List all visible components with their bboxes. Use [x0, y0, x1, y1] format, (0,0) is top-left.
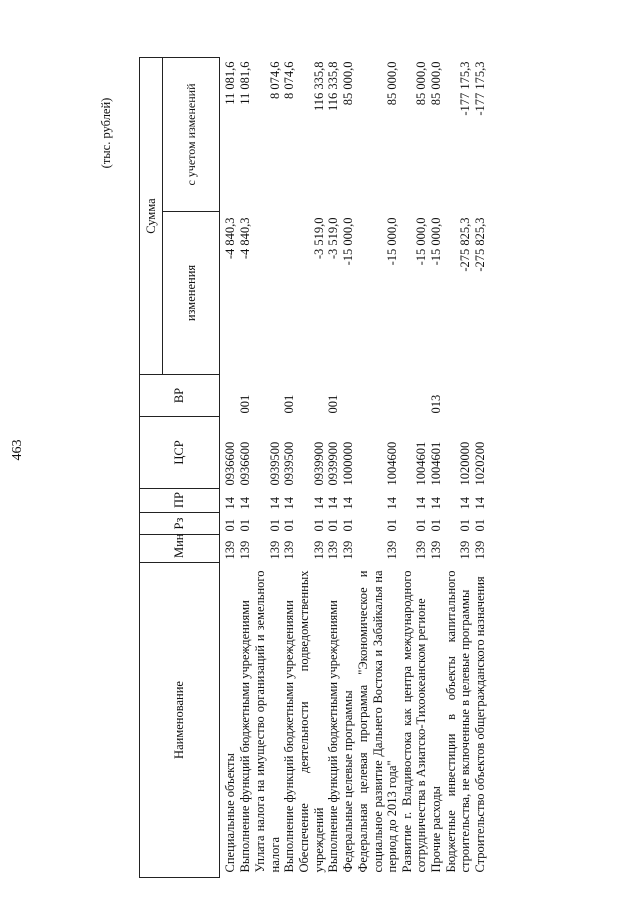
table-row: [326, 58, 341, 878]
row-total: 8 074,6: [267, 61, 282, 99]
header-sum: Сумма: [140, 58, 163, 375]
row-name: Выполнение функций бюджетными учреждениями: [282, 600, 296, 873]
row-pr: 14: [414, 497, 428, 510]
row-pr: 14: [341, 497, 355, 510]
table-row: [282, 58, 297, 878]
header-csr: ЦСР: [140, 417, 220, 489]
row-rz: 01: [428, 519, 443, 532]
row-min: 139: [385, 540, 399, 560]
row-rz: 01: [414, 519, 428, 532]
row-total: 8 074,6: [282, 61, 296, 99]
row-rz: 01: [458, 519, 472, 532]
row-pr: 14: [267, 497, 282, 510]
header-pr: ПР: [140, 489, 220, 513]
row-rz: 01: [311, 519, 326, 532]
row-total: -177 175,3: [458, 61, 472, 116]
row-name: Бюджетные инвестиции в объекты капитального строительства, не включенные в целевые программы: [443, 570, 472, 873]
header-min: Мин: [140, 535, 220, 563]
row-csr: 1004601: [414, 441, 428, 486]
row-min: 139: [311, 540, 326, 560]
row-min: 139: [472, 540, 487, 560]
row-pr: 14: [282, 497, 296, 510]
row-vr: [356, 375, 400, 417]
row-min: 139: [326, 540, 340, 560]
table-row: [473, 58, 488, 878]
row-change: -3 519,0: [326, 217, 340, 260]
row-vr: [400, 375, 429, 417]
budget-table: [139, 57, 488, 878]
row-total: 116 335,8: [326, 61, 340, 112]
row-csr: 0939500: [267, 441, 282, 486]
table-row: [400, 58, 429, 878]
header-vr: ВР: [140, 375, 220, 417]
row-total: 85 000,0: [341, 61, 355, 106]
row-name: Обеспечение деятельности подведомственных учреждений: [297, 570, 326, 873]
row-csr: 0939500: [282, 441, 296, 486]
table-header: [140, 58, 220, 878]
table-row: [297, 58, 326, 878]
row-vr: [341, 375, 356, 417]
row-min: 139: [458, 540, 472, 560]
table-body: [220, 58, 488, 878]
row-min: 139: [282, 540, 296, 560]
row-total: 85 000,0: [414, 61, 428, 106]
row-min: 139: [341, 540, 355, 560]
row-csr: 1004600: [385, 441, 399, 486]
row-csr: 0936600: [238, 441, 252, 486]
row-change: [282, 212, 297, 375]
row-change: -15 000,0: [341, 217, 355, 266]
row-vr: 001: [282, 394, 296, 414]
row-vr: 013: [428, 394, 443, 414]
row-change: -4 840,3: [238, 217, 252, 260]
table-row: [220, 58, 239, 878]
row-rz: 01: [472, 519, 487, 532]
row-vr: 001: [326, 394, 340, 414]
row-vr: [220, 375, 239, 417]
row-min: 139: [223, 540, 237, 560]
row-rz: 01: [238, 519, 252, 532]
row-name: Прочие расходы: [428, 786, 443, 873]
row-name: Федеральная целевая программа "Экономическое и социальное развитие Дальнего Востока и Забайкалья на период до 2013 года": [356, 570, 399, 873]
page-number: 463: [10, 439, 25, 461]
table-row: [356, 58, 400, 878]
table-row: [238, 58, 253, 878]
row-rz: 01: [385, 519, 399, 532]
row-vr: [253, 375, 282, 417]
table-row: [444, 58, 473, 878]
header-name: Наименование: [140, 563, 220, 878]
header-rz: Рз: [140, 513, 220, 535]
row-total: 11 081,6: [223, 61, 237, 105]
row-vr: 001: [238, 394, 252, 414]
row-rz: 01: [341, 519, 355, 532]
budget-table-rotated: [139, 58, 599, 878]
row-name: Выполнение функций бюджетными учреждениями: [238, 600, 252, 873]
row-name: Уплата налога на имущество организаций и земельного налога: [253, 570, 282, 873]
row-csr: 1000000: [341, 441, 355, 486]
row-change: -15 000,0: [385, 217, 399, 266]
row-csr: 1004601: [428, 441, 443, 486]
row-pr: 14: [311, 497, 326, 510]
row-rz: 01: [267, 519, 282, 532]
row-vr: [297, 375, 326, 417]
header-with-changes: с учетом изменений: [163, 58, 220, 212]
row-min: 139: [428, 540, 443, 560]
row-csr: 0939900: [311, 441, 326, 486]
row-pr: 14: [472, 497, 487, 510]
table-row: [253, 58, 282, 878]
row-total: 85 000,0: [428, 61, 443, 106]
row-min: 139: [414, 540, 428, 560]
row-total: 116 335,8: [311, 61, 326, 112]
row-change: [253, 212, 282, 375]
row-vr: [473, 375, 488, 417]
row-change: -15 000,0: [428, 217, 443, 266]
row-pr: 14: [326, 497, 340, 510]
row-csr: 1020200: [472, 441, 487, 486]
row-total: 85 000,0: [385, 61, 399, 106]
row-name: Выполнение функций бюджетными учреждениями: [326, 600, 340, 873]
row-name: Строительство объектов общегражданского назначения: [472, 576, 487, 873]
row-pr: 14: [223, 497, 237, 510]
row-name: Развитие г. Владивостока как центра международного сотрудничества в Азиатско-Тихоокеанском регионе: [399, 570, 428, 873]
units-label: (тыс. рублей): [99, 97, 113, 169]
table-row: [341, 58, 356, 878]
row-min: 139: [238, 540, 252, 560]
row-pr: 14: [428, 497, 443, 510]
row-rz: 01: [326, 519, 340, 532]
row-pr: 14: [385, 497, 399, 510]
row-total: -177 175,3: [472, 61, 487, 116]
table-row: [429, 58, 444, 878]
row-change: -275 825,3: [458, 217, 472, 272]
row-vr: [444, 375, 473, 417]
row-change: -275 825,3: [472, 217, 487, 272]
row-total: 11 081,6: [238, 61, 252, 105]
row-change: -15 000,0: [414, 217, 428, 266]
row-csr: 1020000: [458, 441, 472, 486]
header-change: изменения: [163, 212, 220, 375]
row-csr: 0936600: [223, 441, 237, 486]
row-name: Федеральные целевые программы: [341, 690, 355, 873]
row-csr: 0939900: [326, 441, 340, 486]
row-change: -4 840,3: [223, 217, 237, 260]
row-rz: 01: [282, 519, 296, 532]
row-change: -3 519,0: [311, 217, 326, 260]
row-pr: 14: [458, 497, 472, 510]
row-rz: 01: [223, 519, 237, 532]
row-name: Специальные объекты: [223, 753, 237, 873]
row-pr: 14: [238, 497, 252, 510]
row-min: 139: [267, 540, 282, 560]
